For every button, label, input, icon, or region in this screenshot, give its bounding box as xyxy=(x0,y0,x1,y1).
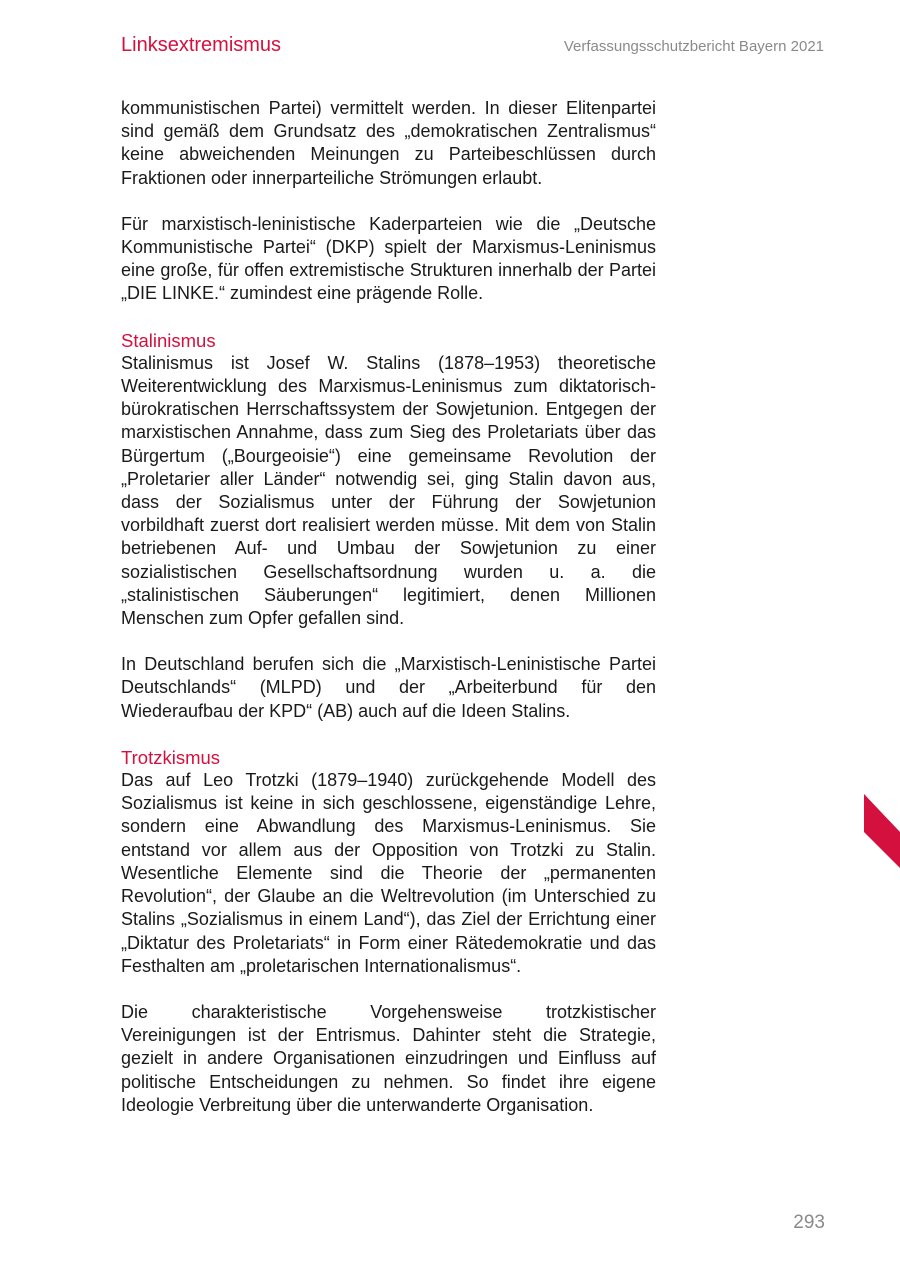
section-title: Linksextremismus xyxy=(121,34,282,56)
heading-trotzkismus: Trotzkismus xyxy=(121,746,221,768)
document-title: Verfassungsschutzbericht Bayern 2021 xyxy=(563,38,824,55)
paragraph-entrismus: Die charakteristische Vorgehensweise trotzkistischer Vereinigungen ist der Entrismus. Dahinter steht die Strategie, gezielt in andere Organisationen einzudringen und Einfluss auf politische Entscheidungen zu nehmen. So findet ihre eigene Ideologie Verbreitung über die unterwanderte Organisation. xyxy=(121,1001,656,1115)
paragraph-intro: kommunistischen Partei) vermittelt werden. In dieser Elitenpartei sind gemäß dem Grundsatz des „demokratischen Zentralismus“ keine abweichenden Meinungen zu Parteibeschlüssen durch Fraktionen oder innerparteiliche Strömungen erlaubt. xyxy=(121,98,656,188)
main-content xyxy=(121,97,656,1140)
paragraph-stalinismus: Stalinismus ist Josef W. Stalins (1878–1953) theoretische Weiterentwicklung des Marxismus-Leninismus zum diktatorisch-bürokratischen Herrschaftssystem der Sowjetunion. Entgegen der marxistischen Annahme, dass zum Sieg des Proletariats über das Bürgertum („Bourgeoisie“) eine gemeinsame Revolution der „Proletarier aller Länder“ notwendig sei, ging Stalin davon aus, dass der Sozialismus unter der Führung der Sowjetunion vorbildhaft zuerst dort realisiert werden müsse. Mit dem von Stalin betriebenen Auf- und Umbau der Sowjetunion zu einer sozialistischen Gesellschaftsordnung wurden u. a. die „stalinistischen Säuberungen“ legitimiert, denen Millionen Menschen zum Opfer gefallen sind. xyxy=(121,352,656,629)
heading-stalinismus: Stalinismus xyxy=(121,329,216,351)
page-number: 293 xyxy=(793,1212,825,1233)
paragraph-kaderparteien: Für marxistisch-leninistische Kaderparteien wie die „Deutsche Kommunistische Partei“ (DKP) spielt der Marxismus-Leninismus eine große, für offen extremistische Strukturen innerhalb der Partei „DIE LINKE.“ zumindest eine prägende Rolle. xyxy=(121,213,656,304)
paragraph-trotzkismus: Das auf Leo Trotzki (1879–1940) zurückgehende Modell des Sozialismus ist keine in sich geschlossene, eigenständige Lehre, sondern eine Abwandlung des Marxismus-Leninismus. Sie entstand vor allem aus der Opposition von Trotzki zu Stalin. Wesentliche Elemente sind die Theorie der „permanenten Revolution“, der Glaube an die Weltrevolution (im Unterschied zu Stalins „Sozialismus in einem Land“), das Ziel der Errichtung einer „Diktatur des Proletariats“ in Form einer Rätedemokratie und das Festhalten am „proletarischen Internationalismus“. xyxy=(121,770,656,976)
paragraph-stalin-deutschland: In Deutschland berufen sich die „Marxistisch-Leninistische Partei Deutschlands“ (MLPD) und der „Arbeiterbund für den Wiederaufbau der KPD“ (AB) auch auf die Ideen Stalins. xyxy=(121,654,656,721)
chapter-tab-marker-icon xyxy=(864,794,900,868)
